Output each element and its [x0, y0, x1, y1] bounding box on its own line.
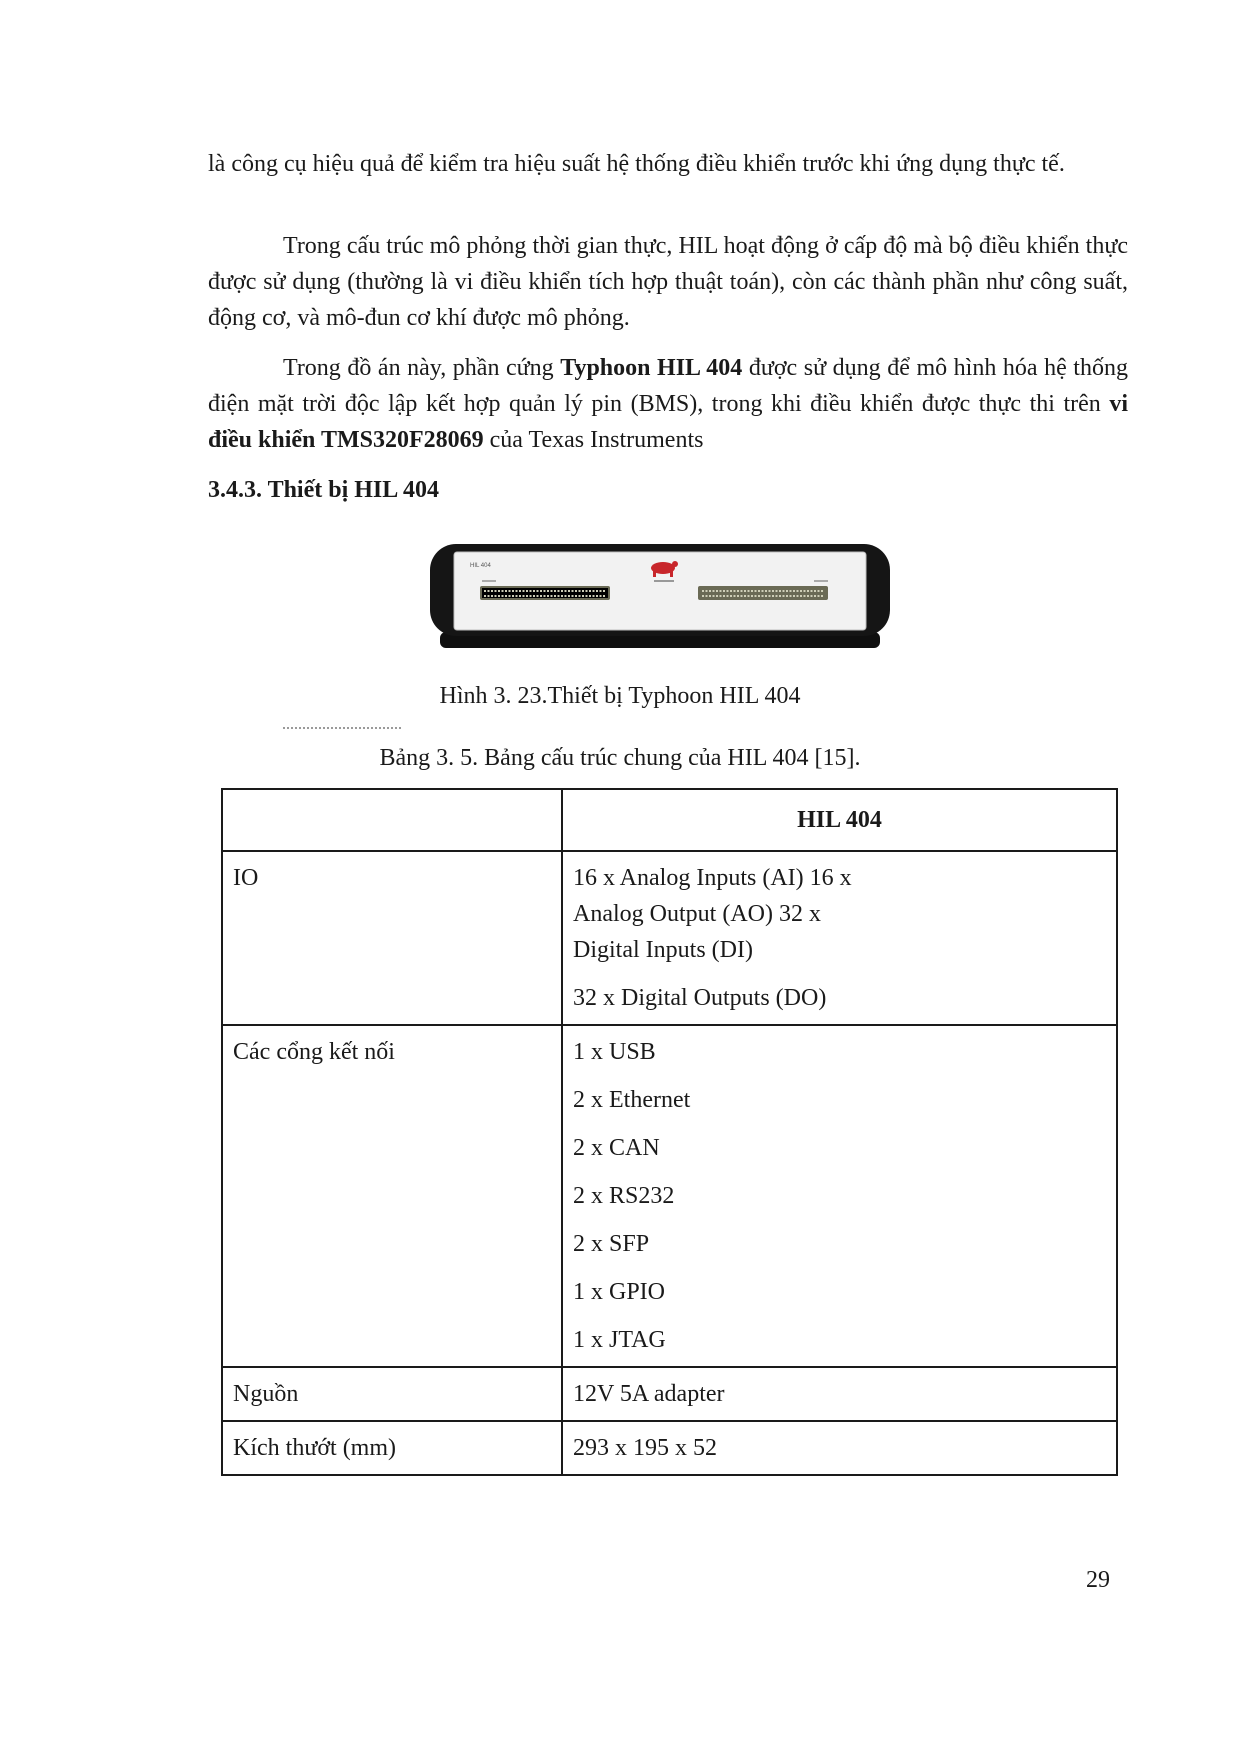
- paragraph-2: Trong cấu trúc mô phỏng thời gian thực, HIL hoạt động ở cấp độ mà bộ điều khiển thực được sử dụng (thường là vi điều khiển tích hợp thuật toán), còn các thành phần như công suất, động cơ, và mô-đun cơ khí được mô phỏng.: [208, 233, 1128, 331]
- io-label: IO: [222, 851, 562, 1025]
- port-item: 1 x GPIO: [573, 1279, 666, 1305]
- table-row-size: [222, 1421, 1117, 1475]
- section-heading: 3.4.3. Thiết bị HIL 404: [208, 477, 439, 503]
- connector-right: [698, 586, 828, 600]
- scan-artifact: [283, 727, 403, 729]
- io-values-digital-outputs: 32 x Digital Outputs (DO): [573, 985, 827, 1011]
- power-value: 12V 5A adapter: [562, 1367, 1117, 1421]
- port-item: 2 x SFP: [573, 1231, 650, 1257]
- paragraph-1: là công cụ hiệu quả để kiểm tra hiệu suất hệ thống điều khiển trước khi ứng dụng thực tế.: [208, 151, 1065, 177]
- page-number: 29: [1086, 1567, 1110, 1593]
- figure-caption: Hình 3. 23.Thiết bị Typhoon HIL 404: [439, 683, 801, 709]
- power-label: Nguồn: [222, 1367, 562, 1421]
- device-label: HIL 404: [470, 563, 491, 569]
- spec-table: [221, 788, 1118, 1476]
- paragraph-3-text-b: được sử dụng để mô hình hóa hệ thống điện mặt trời độc lập kết hợp quản lý pin (BMS), trong khi điều khiển được thực thi trên: [208, 355, 1128, 417]
- port-item: 2 x CAN: [573, 1135, 660, 1161]
- header-cell-hil-404: HIL 404: [562, 789, 1117, 851]
- header-cell-empty: [222, 789, 562, 851]
- table-row-io: [222, 851, 1117, 1025]
- port-item: 1 x JTAG: [573, 1327, 666, 1353]
- bold-microcontroller: vi điều khiển TMS320F28069: [208, 391, 1128, 453]
- paragraph-3: [208, 350, 1128, 458]
- bold-typhoon-hil-404: Typhoon HIL 404: [560, 355, 743, 381]
- table-caption: Bảng 3. 5. Bảng cấu trúc chung của HIL 404 [15].: [379, 745, 861, 771]
- ports-values: [562, 1025, 1117, 1367]
- table-row-power: [222, 1367, 1117, 1421]
- ports-label: Các cổng kết nối: [222, 1025, 562, 1367]
- hil-404-device-image: [430, 540, 890, 652]
- io-values-block: 16 x Analog Inputs (AI) 16 x Analog Output (AO) 32 x Digital Inputs (DI): [573, 865, 852, 963]
- paragraph-3-text-a: Trong đồ án này, phần cứng: [283, 355, 561, 381]
- size-value: 293 x 195 x 52: [562, 1421, 1117, 1475]
- connector-left: [480, 586, 610, 600]
- table-row-ports: [222, 1025, 1117, 1367]
- table-header-row: [222, 789, 1117, 851]
- io-values: [562, 851, 1117, 1025]
- paragraph-3-text-c: của Texas Instruments: [483, 427, 704, 453]
- port-item: 2 x Ethernet: [573, 1087, 691, 1113]
- port-item: 1 x USB: [573, 1039, 656, 1065]
- size-label: Kích thướt (mm): [222, 1421, 562, 1475]
- port-item: 2 x RS232: [573, 1183, 675, 1209]
